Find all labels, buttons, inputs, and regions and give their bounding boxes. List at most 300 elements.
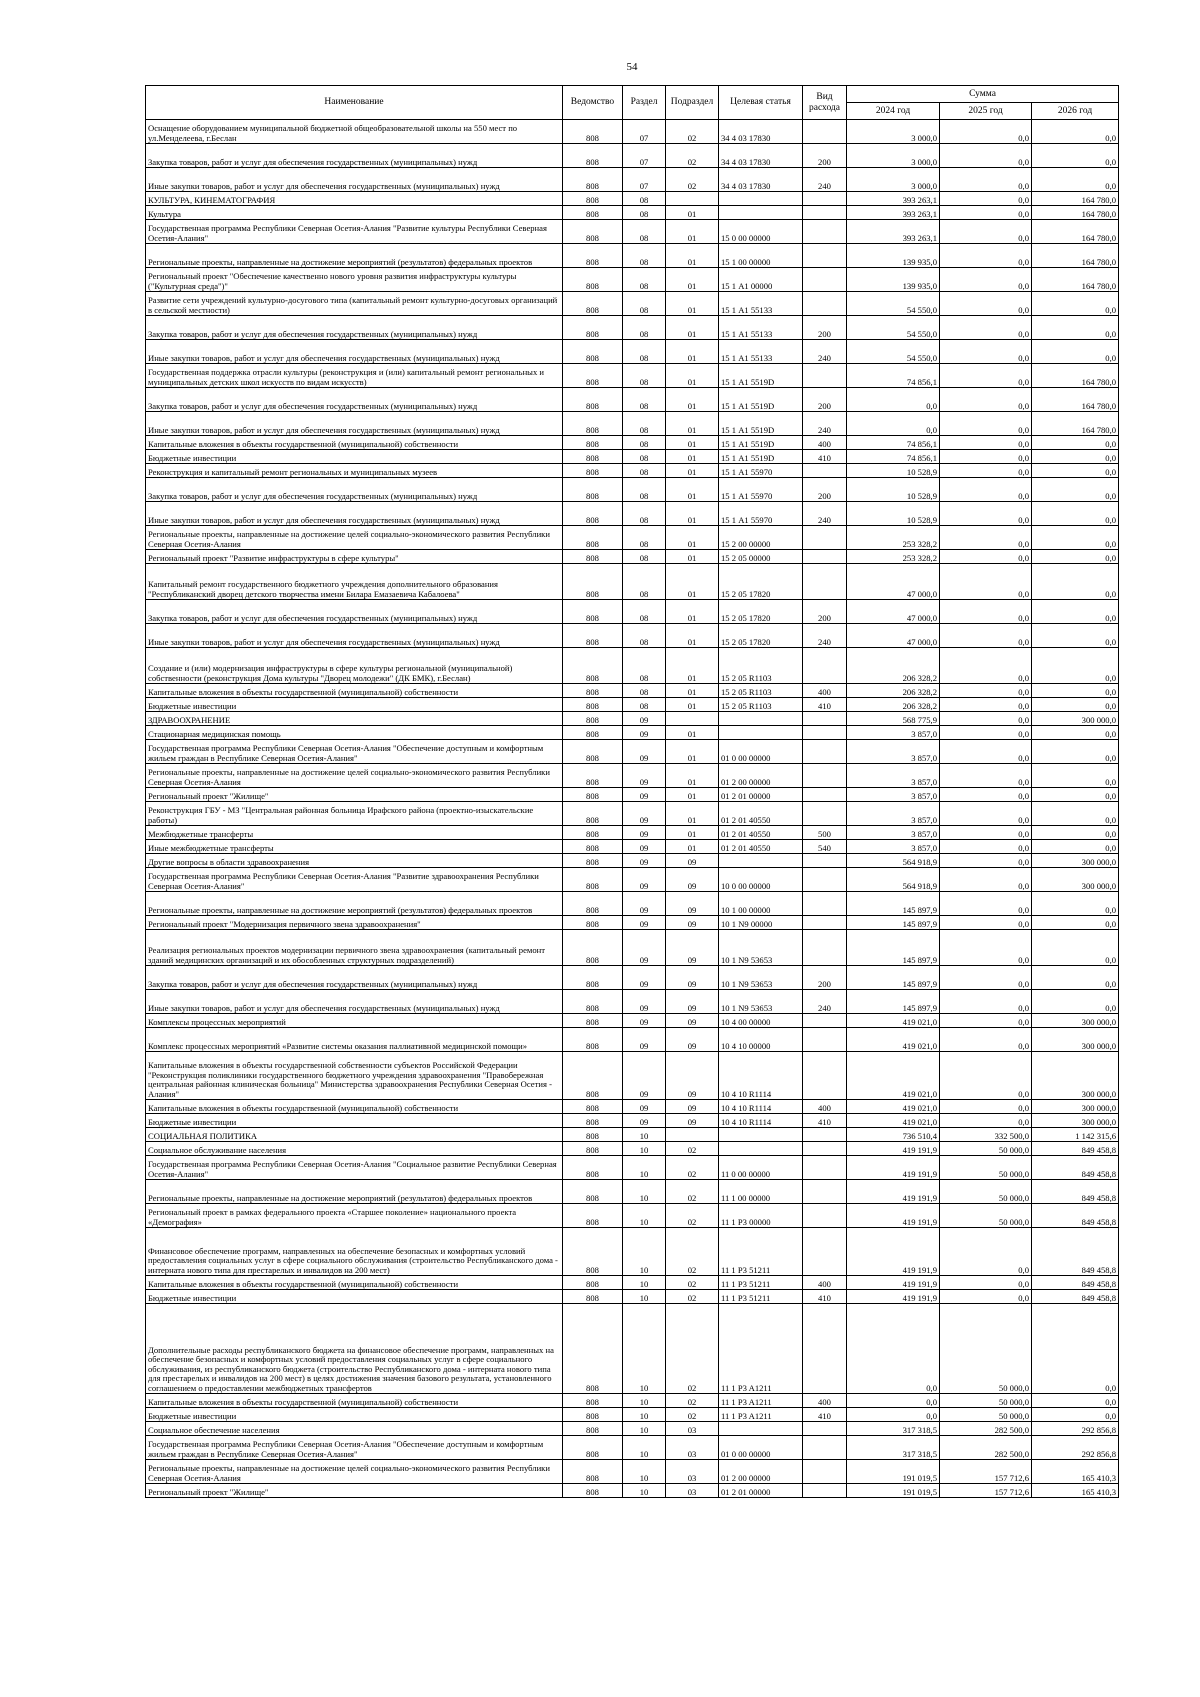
cell-dept: 808 — [563, 1408, 623, 1422]
cell-name: Закупка товаров, работ и услуг для обеспечения государственных (муниципальных) нужд — [146, 478, 563, 502]
cell-2025: 0,0 — [940, 450, 1032, 464]
cell-target: 01 2 01 00000 — [719, 1484, 803, 1498]
cell-target: 10 4 10 R1114 — [719, 1100, 803, 1114]
cell-dept: 808 — [563, 1484, 623, 1498]
cell-subsection: 01 — [666, 412, 719, 436]
table-row — [146, 1394, 1119, 1408]
cell-section: 10 — [623, 1204, 666, 1228]
cell-2025: 0,0 — [940, 740, 1032, 764]
cell-2026: 0,0 — [1032, 826, 1119, 840]
cell-name: Региональный проект "Жилище" — [146, 788, 563, 802]
cell-exp-type — [803, 1228, 847, 1276]
cell-2026: 164 780,0 — [1032, 244, 1119, 268]
cell-2024: 145 897,9 — [847, 966, 940, 990]
cell-dept: 808 — [563, 388, 623, 412]
cell-exp-type: 410 — [803, 1408, 847, 1422]
cell-2026: 0,0 — [1032, 600, 1119, 624]
cell-2026: 0,0 — [1032, 316, 1119, 340]
cell-subsection: 01 — [666, 526, 719, 550]
cell-2025: 0,0 — [940, 1052, 1032, 1100]
cell-target: 11 1 P3 A1211 — [719, 1408, 803, 1422]
cell-target: 15 2 05 R1103 — [719, 648, 803, 684]
cell-target: 15 2 05 R1103 — [719, 698, 803, 712]
cell-target — [719, 712, 803, 726]
cell-dept: 808 — [563, 340, 623, 364]
cell-2026: 164 780,0 — [1032, 412, 1119, 436]
cell-dept: 808 — [563, 526, 623, 550]
cell-name: Государственная поддержка отрасли культуры (реконструкция и (или) капитальный ремонт региональных и муниципальных детских школ искусств по видам искусств) — [146, 364, 563, 388]
cell-2024: 145 897,9 — [847, 892, 940, 916]
cell-exp-type — [803, 1142, 847, 1156]
cell-target: 01 2 00 00000 — [719, 1460, 803, 1484]
table-row — [146, 840, 1119, 854]
table-row — [146, 1180, 1119, 1204]
cell-exp-type — [803, 364, 847, 388]
cell-subsection: 01 — [666, 292, 719, 316]
cell-name: Бюджетные инвестиции — [146, 1290, 563, 1304]
cell-section: 07 — [623, 120, 666, 144]
cell-section: 10 — [623, 1484, 666, 1498]
table-row — [146, 144, 1119, 168]
cell-exp-type — [803, 712, 847, 726]
cell-name: Иные закупки товаров, работ и услуг для обеспечения государственных (муниципальных) нужд — [146, 340, 563, 364]
cell-section: 08 — [623, 316, 666, 340]
cell-name: Развитие сети учреждений культурно-досугового типа (капитальный ремонт культурно-досуговых организаций в сельской местности) — [146, 292, 563, 316]
cell-name: Закупка товаров, работ и услуг для обеспечения государственных (муниципальных) нужд — [146, 316, 563, 340]
cell-name: Реконструкция ГБУ - МЗ "Центральная районная больница Ирафского района (проектно-изыскательские работы) — [146, 802, 563, 826]
table-row — [146, 930, 1119, 966]
cell-2024: 253 328,2 — [847, 550, 940, 564]
cell-exp-type — [803, 1180, 847, 1204]
cell-target: 10 1 N9 53653 — [719, 990, 803, 1014]
cell-name: Государственная программа Республики Северная Осетия-Алания "Обеспечение доступным и комфортным жильем граждан в Республике Северная Осетия-Алания" — [146, 740, 563, 764]
cell-target: 10 1 00 00000 — [719, 892, 803, 916]
cell-2026: 0,0 — [1032, 550, 1119, 564]
table-row — [146, 464, 1119, 478]
cell-dept: 808 — [563, 450, 623, 464]
header-target: Целевая статья — [719, 86, 803, 120]
table-row — [146, 1128, 1119, 1142]
cell-name: Государственная программа Республики Северная Осетия-Алания "Развитие здравоохранения Республики Северная Осетия-Алания" — [146, 868, 563, 892]
cell-2024: 54 550,0 — [847, 316, 940, 340]
table-row — [146, 206, 1119, 220]
cell-section: 10 — [623, 1156, 666, 1180]
table-row — [146, 340, 1119, 364]
cell-name: Комплексы процессных мероприятий — [146, 1014, 563, 1028]
header-exp-type: Вид расхода — [803, 86, 847, 120]
cell-2026: 0,0 — [1032, 930, 1119, 966]
cell-2026: 849 458,8 — [1032, 1142, 1119, 1156]
cell-target: 15 1 А1 5519D — [719, 412, 803, 436]
cell-exp-type — [803, 764, 847, 788]
table-row — [146, 412, 1119, 436]
table-row — [146, 478, 1119, 502]
cell-target — [719, 1128, 803, 1142]
cell-target: 34 4 03 17830 — [719, 168, 803, 192]
cell-target: 11 1 P3 51211 — [719, 1290, 803, 1304]
cell-section: 08 — [623, 268, 666, 292]
cell-section: 08 — [623, 600, 666, 624]
table-header — [146, 86, 1119, 120]
cell-2024: 3 000,0 — [847, 168, 940, 192]
cell-name: Капитальные вложения в объекты государственной (муниципальной) собственности — [146, 684, 563, 698]
table-row — [146, 1304, 1119, 1394]
cell-2025: 332 500,0 — [940, 1128, 1032, 1142]
table-row — [146, 1014, 1119, 1028]
table-row — [146, 1436, 1119, 1460]
cell-target: 01 0 00 00000 — [719, 1436, 803, 1460]
header-sum: Сумма — [847, 86, 1119, 103]
cell-2024: 419 021,0 — [847, 1052, 940, 1100]
table-row — [146, 502, 1119, 526]
cell-exp-type — [803, 788, 847, 802]
table-row — [146, 526, 1119, 550]
header-section: Раздел — [623, 86, 666, 120]
cell-dept: 808 — [563, 220, 623, 244]
cell-target: 34 4 03 17830 — [719, 144, 803, 168]
table-row — [146, 1204, 1119, 1228]
cell-2024: 568 775,9 — [847, 712, 940, 726]
cell-subsection: 02 — [666, 1276, 719, 1290]
cell-2025: 0,0 — [940, 244, 1032, 268]
cell-name: Капитальные вложения в объекты государственной (муниципальной) собственности — [146, 436, 563, 450]
cell-target: 10 1 N9 53653 — [719, 930, 803, 966]
cell-target — [719, 1142, 803, 1156]
cell-exp-type: 200 — [803, 388, 847, 412]
cell-section: 09 — [623, 1014, 666, 1028]
cell-section: 09 — [623, 1052, 666, 1100]
cell-subsection: 01 — [666, 206, 719, 220]
cell-section: 07 — [623, 144, 666, 168]
cell-name: Комплекс процессных мероприятий «Развитие системы оказания паллиативной медицинской помощи» — [146, 1028, 563, 1052]
cell-subsection: 01 — [666, 220, 719, 244]
cell-exp-type — [803, 868, 847, 892]
cell-exp-type: 200 — [803, 966, 847, 990]
table-row — [146, 916, 1119, 930]
cell-dept: 808 — [563, 292, 623, 316]
cell-2025: 0,0 — [940, 698, 1032, 712]
cell-subsection: 02 — [666, 168, 719, 192]
cell-section: 08 — [623, 478, 666, 502]
cell-2025: 0,0 — [940, 1100, 1032, 1114]
cell-name: Социальное обеспечение населения — [146, 1422, 563, 1436]
cell-2025: 0,0 — [940, 220, 1032, 244]
cell-exp-type: 400 — [803, 1394, 847, 1408]
cell-dept: 808 — [563, 892, 623, 916]
table-row — [146, 1028, 1119, 1052]
cell-2026: 0,0 — [1032, 840, 1119, 854]
cell-subsection: 01 — [666, 268, 719, 292]
cell-name: Реализация региональных проектов модернизации первичного звена здравоохранения (капитальный ремонт зданий медицинских организаций и их обособленных структурных подразделений) — [146, 930, 563, 966]
cell-exp-type — [803, 802, 847, 826]
cell-name: Социальное обслуживание населения — [146, 1142, 563, 1156]
cell-target: 15 1 А1 55133 — [719, 340, 803, 364]
cell-2024: 3 857,0 — [847, 740, 940, 764]
cell-2026: 165 410,3 — [1032, 1484, 1119, 1498]
cell-name: Бюджетные инвестиции — [146, 1408, 563, 1422]
cell-2024: 419 191,9 — [847, 1180, 940, 1204]
cell-target: 11 1 00 00000 — [719, 1180, 803, 1204]
cell-dept: 808 — [563, 564, 623, 600]
cell-subsection — [666, 1128, 719, 1142]
cell-2024: 0,0 — [847, 1408, 940, 1422]
table-row — [146, 364, 1119, 388]
cell-dept: 808 — [563, 464, 623, 478]
cell-dept: 808 — [563, 712, 623, 726]
cell-2026: 0,0 — [1032, 802, 1119, 826]
cell-2026: 0,0 — [1032, 990, 1119, 1014]
cell-dept: 808 — [563, 916, 623, 930]
cell-2025: 0,0 — [940, 892, 1032, 916]
cell-dept: 808 — [563, 144, 623, 168]
cell-exp-type — [803, 1052, 847, 1100]
cell-2025: 50 000,0 — [940, 1394, 1032, 1408]
cell-section: 09 — [623, 826, 666, 840]
cell-2026: 292 856,8 — [1032, 1422, 1119, 1436]
cell-subsection: 02 — [666, 1304, 719, 1394]
table-row — [146, 120, 1119, 144]
cell-2026: 0,0 — [1032, 1304, 1119, 1394]
cell-section: 09 — [623, 854, 666, 868]
cell-section: 08 — [623, 206, 666, 220]
cell-section: 09 — [623, 966, 666, 990]
cell-name: Капитальный ремонт государственного бюджетного учреждения дополнительного образования "Республиканский дворец детского творчества имени Билара Емазаевича Кабалоева" — [146, 564, 563, 600]
table-row — [146, 990, 1119, 1014]
cell-section: 09 — [623, 802, 666, 826]
cell-2024: 3 857,0 — [847, 764, 940, 788]
cell-target: 15 1 А1 00000 — [719, 268, 803, 292]
cell-target: 15 0 00 00000 — [719, 220, 803, 244]
cell-subsection — [666, 192, 719, 206]
cell-exp-type: 410 — [803, 450, 847, 464]
table-row — [146, 388, 1119, 412]
cell-target: 10 4 10 R1114 — [719, 1114, 803, 1128]
cell-subsection: 01 — [666, 624, 719, 648]
table-row — [146, 1422, 1119, 1436]
cell-name: КУЛЬТУРА, КИНЕМАТОГРАФИЯ — [146, 192, 563, 206]
cell-name: Капитальные вложения в объекты государственной (муниципальной) собственности — [146, 1394, 563, 1408]
table-row — [146, 436, 1119, 450]
cell-target — [719, 726, 803, 740]
cell-subsection: 02 — [666, 1204, 719, 1228]
cell-2026: 0,0 — [1032, 450, 1119, 464]
cell-subsection: 03 — [666, 1460, 719, 1484]
cell-exp-type — [803, 1028, 847, 1052]
cell-target: 15 1 А1 55970 — [719, 464, 803, 478]
cell-dept: 808 — [563, 684, 623, 698]
cell-2026: 0,0 — [1032, 478, 1119, 502]
cell-2024: 47 000,0 — [847, 564, 940, 600]
cell-2025: 50 000,0 — [940, 1304, 1032, 1394]
cell-exp-type: 240 — [803, 168, 847, 192]
cell-name: Закупка товаров, работ и услуг для обеспечения государственных (муниципальных) нужд — [146, 966, 563, 990]
cell-name: Региональный проект в рамках федерального проекта «Старшее поколение» национального проекта «Демография» — [146, 1204, 563, 1228]
cell-name: Бюджетные инвестиции — [146, 1114, 563, 1128]
cell-2024: 3 000,0 — [847, 144, 940, 168]
cell-dept: 808 — [563, 436, 623, 450]
table-row — [146, 450, 1119, 464]
cell-2024: 54 550,0 — [847, 292, 940, 316]
cell-2024: 0,0 — [847, 1394, 940, 1408]
cell-2025: 0,0 — [940, 868, 1032, 892]
cell-target: 15 1 А1 5519D — [719, 364, 803, 388]
cell-target: 15 1 А1 55133 — [719, 292, 803, 316]
cell-2026: 0,0 — [1032, 966, 1119, 990]
cell-2026: 0,0 — [1032, 502, 1119, 526]
cell-2025: 0,0 — [940, 340, 1032, 364]
cell-name: Иные закупки товаров, работ и услуг для обеспечения государственных (муниципальных) нужд — [146, 168, 563, 192]
cell-2025: 0,0 — [940, 624, 1032, 648]
cell-exp-type — [803, 268, 847, 292]
cell-2025: 0,0 — [940, 788, 1032, 802]
cell-subsection: 02 — [666, 1142, 719, 1156]
cell-2025: 0,0 — [940, 412, 1032, 436]
cell-2024: 74 856,1 — [847, 450, 940, 464]
cell-2024: 419 021,0 — [847, 1028, 940, 1052]
cell-name: Региональные проекты, направленные на достижение целей социально-экономического развития Республики Северная Осетия-Алания — [146, 764, 563, 788]
cell-section: 08 — [623, 450, 666, 464]
header-year-2025: 2025 год — [940, 103, 1032, 120]
cell-2026: 0,0 — [1032, 526, 1119, 550]
cell-exp-type: 410 — [803, 1290, 847, 1304]
cell-exp-type — [803, 550, 847, 564]
cell-section: 09 — [623, 930, 666, 966]
cell-2026: 0,0 — [1032, 340, 1119, 364]
table-row — [146, 168, 1119, 192]
cell-target: 15 2 05 00000 — [719, 550, 803, 564]
cell-target: 11 1 P3 00000 — [719, 1204, 803, 1228]
cell-subsection: 09 — [666, 892, 719, 916]
cell-section: 08 — [623, 364, 666, 388]
cell-exp-type — [803, 206, 847, 220]
cell-2025: 0,0 — [940, 526, 1032, 550]
table-row — [146, 1100, 1119, 1114]
table-row — [146, 268, 1119, 292]
table-row — [146, 600, 1119, 624]
table-row — [146, 740, 1119, 764]
cell-section: 10 — [623, 1304, 666, 1394]
cell-2024: 145 897,9 — [847, 930, 940, 966]
cell-subsection: 09 — [666, 930, 719, 966]
cell-2024: 0,0 — [847, 412, 940, 436]
cell-dept: 808 — [563, 1028, 623, 1052]
cell-2026: 300 000,0 — [1032, 1052, 1119, 1100]
cell-2024: 3 857,0 — [847, 788, 940, 802]
cell-exp-type — [803, 292, 847, 316]
header-name: Наименование — [146, 86, 563, 120]
cell-name: Иные закупки товаров, работ и услуг для обеспечения государственных (муниципальных) нужд — [146, 502, 563, 526]
cell-2024: 54 550,0 — [847, 340, 940, 364]
cell-2026: 0,0 — [1032, 698, 1119, 712]
table-row — [146, 192, 1119, 206]
cell-2024: 3 857,0 — [847, 802, 940, 826]
cell-target: 01 2 01 40550 — [719, 840, 803, 854]
cell-subsection: 02 — [666, 1408, 719, 1422]
cell-subsection: 02 — [666, 1180, 719, 1204]
cell-2025: 0,0 — [940, 364, 1032, 388]
cell-exp-type — [803, 220, 847, 244]
cell-dept: 808 — [563, 1052, 623, 1100]
cell-2026: 0,0 — [1032, 144, 1119, 168]
table-row — [146, 868, 1119, 892]
cell-dept: 808 — [563, 120, 623, 144]
cell-name: Культура — [146, 206, 563, 220]
cell-dept: 808 — [563, 826, 623, 840]
cell-2025: 0,0 — [940, 388, 1032, 412]
cell-name: Государственная программа Республики Северная Осетия-Алания "Социальное развитие Республики Северная Осетия-Алания" — [146, 1156, 563, 1180]
cell-section: 08 — [623, 464, 666, 478]
cell-dept: 808 — [563, 478, 623, 502]
header-subsection: Подраздел — [666, 86, 719, 120]
table-row — [146, 826, 1119, 840]
cell-target: 15 2 05 17820 — [719, 600, 803, 624]
table-row — [146, 698, 1119, 712]
cell-2026: 0,0 — [1032, 1408, 1119, 1422]
cell-name: Иные межбюджетные трансферты — [146, 840, 563, 854]
cell-subsection: 02 — [666, 1290, 719, 1304]
cell-exp-type: 400 — [803, 436, 847, 450]
cell-2025: 0,0 — [940, 564, 1032, 600]
cell-2025: 0,0 — [940, 712, 1032, 726]
cell-section: 10 — [623, 1128, 666, 1142]
cell-2025: 0,0 — [940, 502, 1032, 526]
cell-name: Капитальные вложения в объекты государственной (муниципальной) собственности — [146, 1276, 563, 1290]
cell-subsection: 02 — [666, 144, 719, 168]
cell-dept: 808 — [563, 268, 623, 292]
cell-name: Реконструкция и капитальный ремонт региональных и муниципальных музеев — [146, 464, 563, 478]
cell-target: 10 0 00 00000 — [719, 868, 803, 892]
cell-target: 11 1 P3 A1211 — [719, 1394, 803, 1408]
table-row — [146, 1484, 1119, 1498]
cell-exp-type: 400 — [803, 1276, 847, 1290]
cell-subsection: 02 — [666, 1228, 719, 1276]
table-row — [146, 684, 1119, 698]
cell-dept: 808 — [563, 316, 623, 340]
cell-2024: 47 000,0 — [847, 624, 940, 648]
cell-dept: 808 — [563, 788, 623, 802]
cell-target: 11 1 P3 51211 — [719, 1276, 803, 1290]
cell-exp-type — [803, 1460, 847, 1484]
cell-target: 15 2 05 17820 — [719, 624, 803, 648]
cell-2025: 0,0 — [940, 930, 1032, 966]
cell-subsection: 01 — [666, 600, 719, 624]
cell-exp-type: 400 — [803, 684, 847, 698]
cell-exp-type: 200 — [803, 478, 847, 502]
cell-target: 15 1 00 00000 — [719, 244, 803, 268]
cell-2025: 0,0 — [940, 726, 1032, 740]
cell-subsection: 03 — [666, 1422, 719, 1436]
cell-2025: 0,0 — [940, 1290, 1032, 1304]
cell-2024: 145 897,9 — [847, 916, 940, 930]
cell-dept: 808 — [563, 726, 623, 740]
cell-2026: 0,0 — [1032, 684, 1119, 698]
cell-2026: 0,0 — [1032, 564, 1119, 600]
table-row — [146, 550, 1119, 564]
cell-exp-type — [803, 1436, 847, 1460]
cell-2025: 50 000,0 — [940, 1180, 1032, 1204]
cell-target — [719, 854, 803, 868]
cell-dept: 808 — [563, 364, 623, 388]
cell-section: 09 — [623, 1114, 666, 1128]
cell-2024: 419 191,9 — [847, 1276, 940, 1290]
cell-target: 11 0 00 00000 — [719, 1156, 803, 1180]
cell-exp-type: 200 — [803, 600, 847, 624]
cell-dept: 808 — [563, 698, 623, 712]
cell-subsection: 01 — [666, 802, 719, 826]
cell-dept: 808 — [563, 854, 623, 868]
cell-section: 09 — [623, 892, 666, 916]
table-row — [146, 892, 1119, 916]
